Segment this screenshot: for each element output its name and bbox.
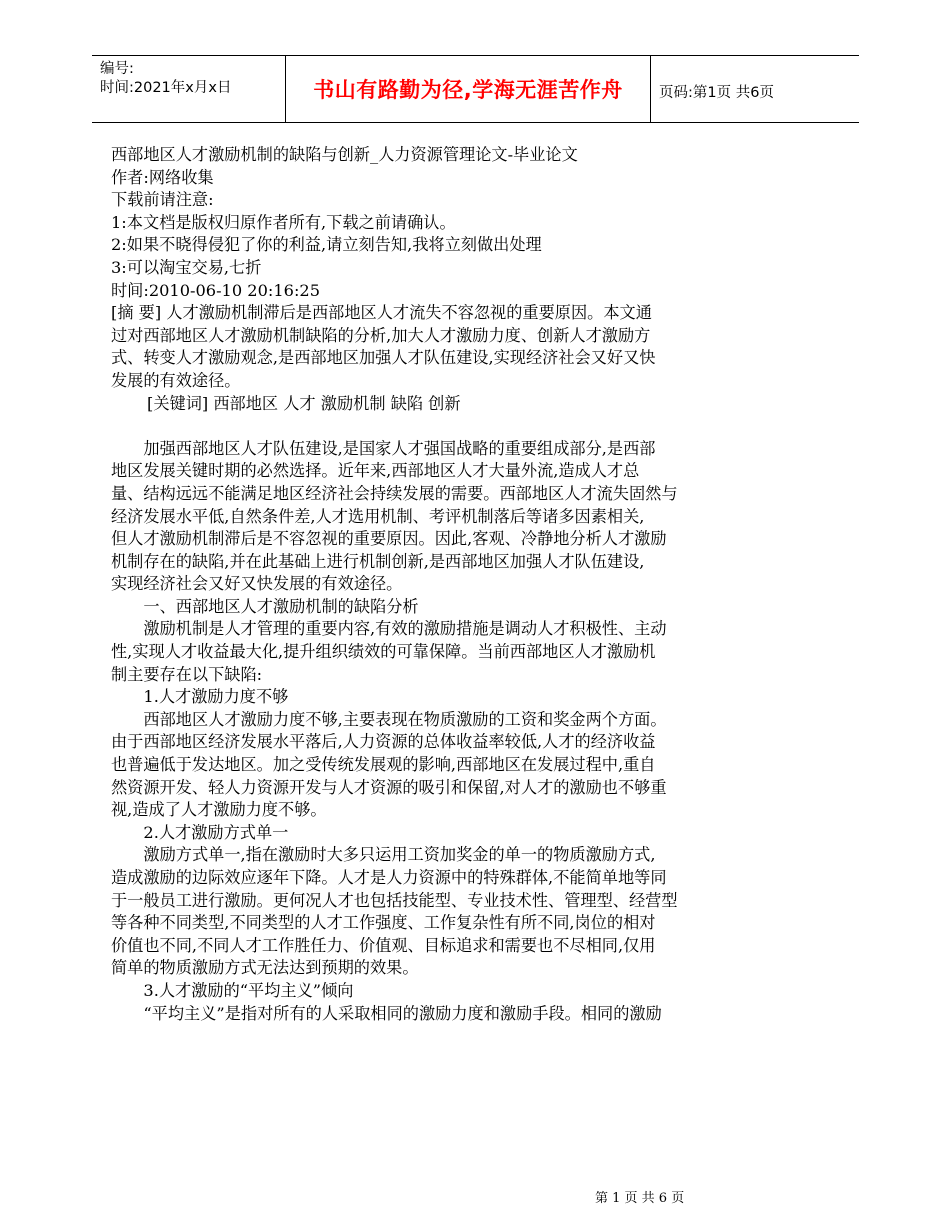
publish-time: 时间:2010-06-10 20:16:25 [111, 280, 321, 300]
paragraph-line: 激励机制是人才管理的重要内容,有效的激励措施是调动人才积极性、主动 [143, 619, 667, 639]
paragraph-line: 实现经济社会又好又快发展的有效途径。 [111, 574, 403, 594]
author-line: 作者:网络收集 [111, 167, 214, 187]
paragraph-line: 性,实现人才收益最大化,提升组织绩效的可靠保障。当前西部地区人才激励机 [111, 642, 656, 662]
paragraph-line: 价值也不同,不同人才工作胜任力、价值观、目标追求和需要也不尽相同,仅用 [111, 935, 656, 955]
subsection-heading: 1.人才激励力度不够 [143, 687, 289, 707]
paragraph-line: 激励方式单一,指在激励时大多只运用工资加奖金的单一的物质激励方式, [143, 845, 656, 865]
notice-item: 1:本文档是版权归原作者所有,下载之前请确认。 [111, 212, 456, 232]
subsection-heading: 3.人才激励的“平均主义”倾向 [143, 980, 354, 1000]
paragraph-line: 地区发展关键时期的必然选择。近年来,西部地区人才大量外流,造成人才总 [111, 461, 640, 481]
paragraph-line: 于一般员工进行激励。更何况人才也包括技能型、专业技术性、管理型、经营型 [111, 890, 678, 910]
header-page-info: 页码:第1页 共6页 [659, 85, 774, 101]
paragraph-line: 造成激励的边际效应逐年下降。人才是人力资源中的特殊群体,不能简单地等同 [111, 868, 667, 887]
paragraph-line: 然资源开发、轻人力资源开发与人才资源的吸引和保留,对人才的激励也不够重 [111, 777, 667, 797]
abstract-line: 过对西部地区人才激励机制缺陷的分析,加大人才激励力度、创新人才激励方 [111, 325, 651, 345]
paragraph-line: 机制存在的缺陷,并在此基础上进行机制创新,是西部地区加强人才队伍建设, [111, 551, 645, 571]
abstract-line: [摘 要] 人才激励机制滞后是西部地区人才流失不容忽视的重要原因。本文通 [111, 303, 652, 323]
header-motto: 书山有路勤为径,学海无涯苦作舟 [313, 78, 623, 102]
paragraph-line: 简单的物质激励方式无法达到预期的效果。 [111, 958, 419, 978]
time-label: 时间:2021年x月x日 [100, 80, 232, 96]
paragraph-line: 但人才激励机制滞后是不容忽视的重要原因。因此,客观、冷静地分析人才激励 [111, 529, 667, 549]
notice-item: 3:可以淘宝交易,七折 [111, 257, 262, 277]
paragraph-line: 由于西部地区经济发展水平落后,人力资源的总体收益率较低,人才的经济收益 [111, 732, 656, 752]
document-body [111, 144, 771, 1025]
paragraph-line: 视,造成了人才激励力度不够。 [111, 800, 327, 820]
document-title: 西部地区人才激励机制的缺陷与创新_人力资源管理论文-毕业论文 [111, 145, 578, 164]
blank-line [111, 415, 771, 438]
section-heading: 一、西部地区人才激励机制的缺陷分析 [143, 596, 419, 616]
paragraph-line: 加强西部地区人才队伍建设,是国家人才强国战略的重要组成部分,是西部 [143, 438, 656, 458]
header-meta [100, 60, 231, 98]
notice-heading: 下载前请注意: [111, 190, 214, 210]
subsection-heading: 2.人才激励方式单一 [143, 822, 289, 842]
abstract-line: 发展的有效途径。 [111, 370, 241, 390]
page-footer: 第 1 页 共 6 页 [595, 1191, 685, 1206]
page-header [92, 55, 859, 123]
paragraph-line: 也普遍低于发达地区。加之受传统发展观的影响,西部地区在发展过程中,重自 [111, 755, 656, 775]
abstract-line: 式、转变人才激励观念,是西部地区加强人才队伍建设,实现经济社会又好又快 [111, 348, 656, 368]
notice-item: 2:如果不晓得侵犯了你的利益,请立刻告知,我将立刻做出处理 [111, 235, 542, 255]
keywords-line: [关键词] 西部地区 人才 激励机制 缺陷 创新 [147, 393, 461, 413]
number-label: 编号: [100, 61, 134, 77]
paragraph-line: 经济发展水平低,自然条件差,人才选用机制、考评机制落后等诸多因素相关, [111, 506, 645, 526]
paragraph-line: “平均主义”是指对所有的人采取相同的激励力度和激励手段。相同的激励 [143, 1003, 662, 1023]
paragraph-line: 量、结构远远不能满足地区经济社会持续发展的需要。西部地区人才流失固然与 [111, 483, 678, 503]
paragraph-line: 西部地区人才激励力度不够,主要表现在物质激励的工资和奖金两个方面。 [143, 709, 667, 729]
paragraph-line: 制主要存在以下缺陷: [111, 664, 263, 684]
header-motto-cell [285, 56, 651, 122]
paragraph-line: 等各种不同类型,不同类型的人才工作强度、工作复杂性有所不同,岗位的相对 [111, 913, 656, 933]
